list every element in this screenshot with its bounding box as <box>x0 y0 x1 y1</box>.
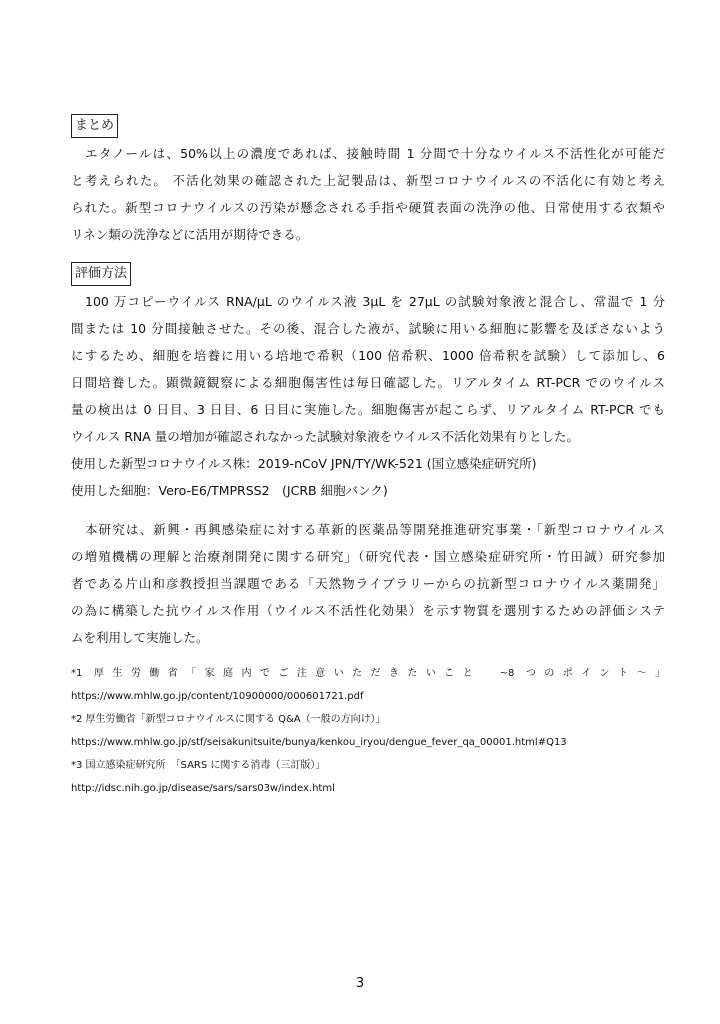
method-line: 間または 10 分間接触させた。その後、混合した液が、試験に用いる細胞に影響を及ぼさないよう <box>71 321 665 336</box>
footnote-label: *3 国立感染症研究所 「SARS に関する消毒（三訂版）」 <box>71 760 326 771</box>
method-line: にするため、細胞を培養に用いる培地で希釈（100 倍希釈、1000 倍希釈を試験）して添加し、6 <box>71 348 665 363</box>
research-line: 本研究は、新興・再興感染症に対する革新的医薬品等開発推進研究事業・「新型コロナウイルス <box>85 522 665 537</box>
method-heading: 評価方法 <box>71 262 131 286</box>
summary-line: られた。新型コロナウイルスの汚染が懸念される手指や硬質表面の洗浄の他、日常使用する衣類や <box>71 200 665 215</box>
summary-line: と考えられた。 不活化効果の確認された上記製品は、新型コロナウイルスの不活化に有効と考え <box>71 173 665 188</box>
footnote-url: https://www.mhlw.go.jp/stf/seisakunitsuite/bunya/kenkou_iryou/dengue_fever_qa_00001.html#Q13 <box>71 737 567 748</box>
method-line: 100 万コピーウイルス RNA/μL のウイルス液 3μL を 27μL の試験対象液と混合し、常温で 1 分 <box>85 294 665 309</box>
footnote-url: http://idsc.nih.go.jp/disease/sars/sars03w/index.html <box>71 783 335 794</box>
summary-paragraph <box>71 140 665 248</box>
research-line: ムを利用して実施した。 <box>71 630 209 645</box>
virus-strain-line: 使用した新型コロナウイルス株：2019-nCoV JPN/TY/WK-521 (国立感染症研究所) <box>71 456 537 471</box>
research-line: の為に構築した抗ウイルス作用（ウイルス不活性化効果）を示す物質を選別するための評価システ <box>71 603 665 618</box>
method-line: 日間培養した。顕微鏡観察による細胞傷害性は毎日確認した。リアルタイム RT-PCR でのウイルス <box>71 375 665 390</box>
summary-line: エタノールは、50%以上の濃度であれば、接触時間 1 分間で十分なウイルス不活性化が可能だ <box>85 146 665 161</box>
research-paragraph <box>71 516 665 651</box>
footnote-url: https://www.mhlw.go.jp/content/10900000/000601721.pdf <box>71 691 364 702</box>
footnote-label: *2 厚生労働省「新型コロナウイルスに関する Q&A（一般の方向け）」 <box>71 714 386 725</box>
page-number: 3 <box>355 976 365 991</box>
summary-line: リネン類の洗浄などに活用が期待できる。 <box>71 227 309 242</box>
summary-heading: まとめ <box>71 114 118 138</box>
footnotes <box>71 662 665 800</box>
cell-line: 使用した細胞：Vero-E6/TMPRSS2 (JCRB 細胞バンク) <box>71 483 388 498</box>
research-line: 者である片山和彦教授担当課題である「天然物ライブラリーからの抗新型コロナウイルス薬開発」 <box>71 576 665 591</box>
method-line: 量の検出は 0 日目、3 日目、6 日目に実施した。細胞傷害が起こらず、リアルタイム RT-PCR でも <box>71 402 665 417</box>
method-paragraph <box>71 288 665 504</box>
method-line: ウイルス RNA 量の増加が確認されなかった試験対象液をウイルス不活化効果有りとした。 <box>71 429 580 444</box>
footnote-label: *1 厚生労働省「家庭内でご注意いただきたいこと ~8 つのポイント～」 <box>71 668 665 679</box>
research-line: の増殖機構の理解と治療剤開発に関する研究」（研究代表・国立感染症研究所・竹田誠）研究参加 <box>71 549 665 564</box>
